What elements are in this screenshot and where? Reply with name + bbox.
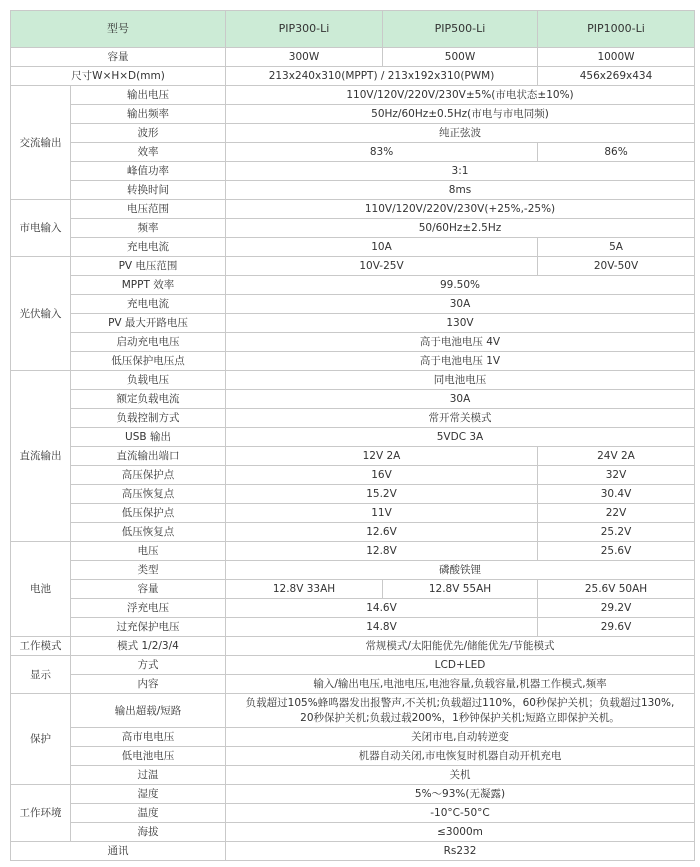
table-row: [11, 466, 695, 485]
group-protection: 保护: [11, 694, 71, 785]
row-value: 5%～93%(无凝露): [226, 785, 695, 804]
header-row: [11, 11, 695, 48]
group-work-mode: 工作模式: [11, 637, 71, 656]
row-label: 容量: [71, 580, 226, 599]
table-row: [11, 523, 695, 542]
row-value-c12: 12.6V: [226, 523, 538, 542]
row-value: 同电池电压: [226, 371, 695, 390]
group-ac-output: 交流输出: [11, 86, 71, 200]
row-value-c12: 14.8V: [226, 618, 538, 637]
row-value-c3: 25.6V: [538, 542, 695, 561]
group-grid-input: 市电输入: [11, 200, 71, 257]
table-row: [11, 371, 695, 390]
table-row: [11, 295, 695, 314]
group-pv-input: 光伏输入: [11, 257, 71, 371]
row-label: 湿度: [71, 785, 226, 804]
row-value-c12: 14.6V: [226, 599, 538, 618]
group-battery: 电池: [11, 542, 71, 637]
table-row: [11, 542, 695, 561]
row-value: 110V/120V/220V/230V±5%(市电状态±10%): [226, 86, 695, 105]
row-value-c12: 12.8V: [226, 542, 538, 561]
table-row: [11, 804, 695, 823]
table-row: [11, 200, 695, 219]
row-value: 50Hz/60Hz±0.5Hz(市电与市电同频): [226, 105, 695, 124]
overload-line-1: 负载超过105%蜂鸣器发出报警声,不关机;负载超过110%，60秒保护关机；负载超过130%,: [245, 696, 675, 709]
row-value: 110V/120V/220V/230V(+25%,-25%): [226, 200, 695, 219]
row-value-c3: 24V 2A: [538, 447, 695, 466]
row-value-c12: 10V-25V: [226, 257, 538, 276]
row-value: -10°C-50°C: [226, 804, 695, 823]
row-value-c3: 20V-50V: [538, 257, 695, 276]
row-label: MPPT 效率: [71, 276, 226, 295]
row-value: 输入/输出电压,电池电压,电池容量,负载容量,机器工作模式,频率: [226, 675, 695, 694]
group-display: 显示: [11, 656, 71, 694]
table-row: [11, 162, 695, 181]
row-label: 输出频率: [71, 105, 226, 124]
size-row: [11, 67, 695, 86]
row-value: 高于电池电压 4V: [226, 333, 695, 352]
row-value: 30A: [226, 295, 695, 314]
row-value-c3: 30.4V: [538, 485, 695, 504]
row-value: 30A: [226, 390, 695, 409]
row-value-c3: 32V: [538, 466, 695, 485]
table-row: [11, 485, 695, 504]
header-pip1000: PIP1000-Li: [538, 11, 695, 48]
row-label: 海拔: [71, 823, 226, 842]
row-label: 波形: [71, 124, 226, 143]
row-label: 电压范围: [71, 200, 226, 219]
row-label: 高市电电压: [71, 728, 226, 747]
table-row: [11, 675, 695, 694]
row-label: 温度: [71, 804, 226, 823]
table-row: [11, 124, 695, 143]
row-label: 过充保护电压: [71, 618, 226, 637]
table-row: [11, 181, 695, 200]
row-value: 磷酸铁锂: [226, 561, 695, 580]
row-value-c12: 16V: [226, 466, 538, 485]
row-value-c3: 29.6V: [538, 618, 695, 637]
size-label: 尺寸W×H×D(mm): [11, 67, 226, 86]
row-label: PV 电压范围: [71, 257, 226, 276]
table-row: [11, 257, 695, 276]
row-value-c3: 25.2V: [538, 523, 695, 542]
table-row: [11, 561, 695, 580]
row-label: 峰值功率: [71, 162, 226, 181]
spec-table: [10, 10, 695, 861]
row-value: 纯正弦波: [226, 124, 695, 143]
row-value: 3:1: [226, 162, 695, 181]
capacity-label: 容量: [11, 48, 226, 67]
row-value-c3: 25.6V 50AH: [538, 580, 695, 599]
overload-description: [226, 694, 695, 728]
table-row: [11, 333, 695, 352]
row-label: 高压保护点: [71, 466, 226, 485]
row-value-c3: 29.2V: [538, 599, 695, 618]
capacity-c2: 500W: [383, 48, 538, 67]
row-value: 高于电池电压 1V: [226, 352, 695, 371]
row-label: 输出超载/短路: [71, 694, 226, 728]
row-label: 类型: [71, 561, 226, 580]
row-label: 转换时间: [71, 181, 226, 200]
table-row: [11, 637, 695, 656]
overload-line-2: 20秒保护关机;负载过载200%，1秒钟保护关机;短路立即保护关机。: [300, 711, 620, 724]
table-row: [11, 842, 695, 861]
table-row: [11, 238, 695, 257]
header-pip500: PIP500-Li: [383, 11, 538, 48]
row-label: 额定负载电流: [71, 390, 226, 409]
table-row: [11, 766, 695, 785]
capacity-c3: 1000W: [538, 48, 695, 67]
row-value-c1: 12.8V 33AH: [226, 580, 383, 599]
row-label: 过温: [71, 766, 226, 785]
row-value-c12: 15.2V: [226, 485, 538, 504]
row-label: 方式: [71, 656, 226, 675]
row-label: 负载控制方式: [71, 409, 226, 428]
row-value-c3: 86%: [538, 143, 695, 162]
row-value: LCD+LED: [226, 656, 695, 675]
table-row: [11, 823, 695, 842]
table-row: [11, 86, 695, 105]
row-label: 充电电流: [71, 238, 226, 257]
table-row: [11, 314, 695, 333]
row-label: 启动充电电压: [71, 333, 226, 352]
table-row: [11, 504, 695, 523]
row-value: 常规模式/太阳能优先/储能优先/节能模式: [226, 637, 695, 656]
table-row: [11, 656, 695, 675]
row-label: 频率: [71, 219, 226, 238]
row-label: 负载电压: [71, 371, 226, 390]
row-label: 充电电流: [71, 295, 226, 314]
table-row: [11, 694, 695, 728]
row-label: 低压恢复点: [71, 523, 226, 542]
group-dc-output: 直流输出: [11, 371, 71, 542]
row-value: 机器自动关闭,市电恢复时机器自动开机充电: [226, 747, 695, 766]
size-c12: 213x240x310(MPPT) / 213x192x310(PWM): [226, 67, 538, 86]
row-value-c12: 11V: [226, 504, 538, 523]
row-label: 电压: [71, 542, 226, 561]
row-label: USB 输出: [71, 428, 226, 447]
row-value-c12: 83%: [226, 143, 538, 162]
row-value: ≤3000m: [226, 823, 695, 842]
row-label: 低电池电压: [71, 747, 226, 766]
table-row: [11, 390, 695, 409]
row-label: 输出电压: [71, 86, 226, 105]
row-value: 130V: [226, 314, 695, 333]
row-label: 低压保护点: [71, 504, 226, 523]
row-label: 低压保护电压点: [71, 352, 226, 371]
row-value: 关闭市电,自动转逆变: [226, 728, 695, 747]
header-pip300: PIP300-Li: [226, 11, 383, 48]
row-value: 关机: [226, 766, 695, 785]
table-row: [11, 618, 695, 637]
row-value: 5VDC 3A: [226, 428, 695, 447]
row-value: 50/60Hz±2.5Hz: [226, 219, 695, 238]
capacity-c1: 300W: [226, 48, 383, 67]
row-label: 浮充电压: [71, 599, 226, 618]
row-label: 效率: [71, 143, 226, 162]
table-row: [11, 580, 695, 599]
header-model: 型号: [11, 11, 226, 48]
comm-value: Rs232: [226, 842, 695, 861]
row-value: 8ms: [226, 181, 695, 200]
table-row: [11, 219, 695, 238]
size-c3: 456x269x434: [538, 67, 695, 86]
table-row: [11, 447, 695, 466]
table-row: [11, 728, 695, 747]
row-value-c3: 22V: [538, 504, 695, 523]
row-value-c2: 12.8V 55AH: [383, 580, 538, 599]
group-environment: 工作环境: [11, 785, 71, 842]
table-row: [11, 599, 695, 618]
row-label: PV 最大开路电压: [71, 314, 226, 333]
table-row: [11, 276, 695, 295]
table-row: [11, 143, 695, 162]
row-value: 常开常关模式: [226, 409, 695, 428]
row-value-c12: 10A: [226, 238, 538, 257]
table-row: [11, 428, 695, 447]
row-label: 模式 1/2/3/4: [71, 637, 226, 656]
row-value-c12: 12V 2A: [226, 447, 538, 466]
table-row: [11, 352, 695, 371]
comm-label: 通讯: [11, 842, 226, 861]
row-label: 内容: [71, 675, 226, 694]
table-row: [11, 747, 695, 766]
row-label: 高压恢复点: [71, 485, 226, 504]
capacity-row: [11, 48, 695, 67]
row-value-c3: 5A: [538, 238, 695, 257]
table-row: [11, 409, 695, 428]
table-row: [11, 105, 695, 124]
table-row: [11, 785, 695, 804]
row-label: 直流输出端口: [71, 447, 226, 466]
row-value: 99.50%: [226, 276, 695, 295]
